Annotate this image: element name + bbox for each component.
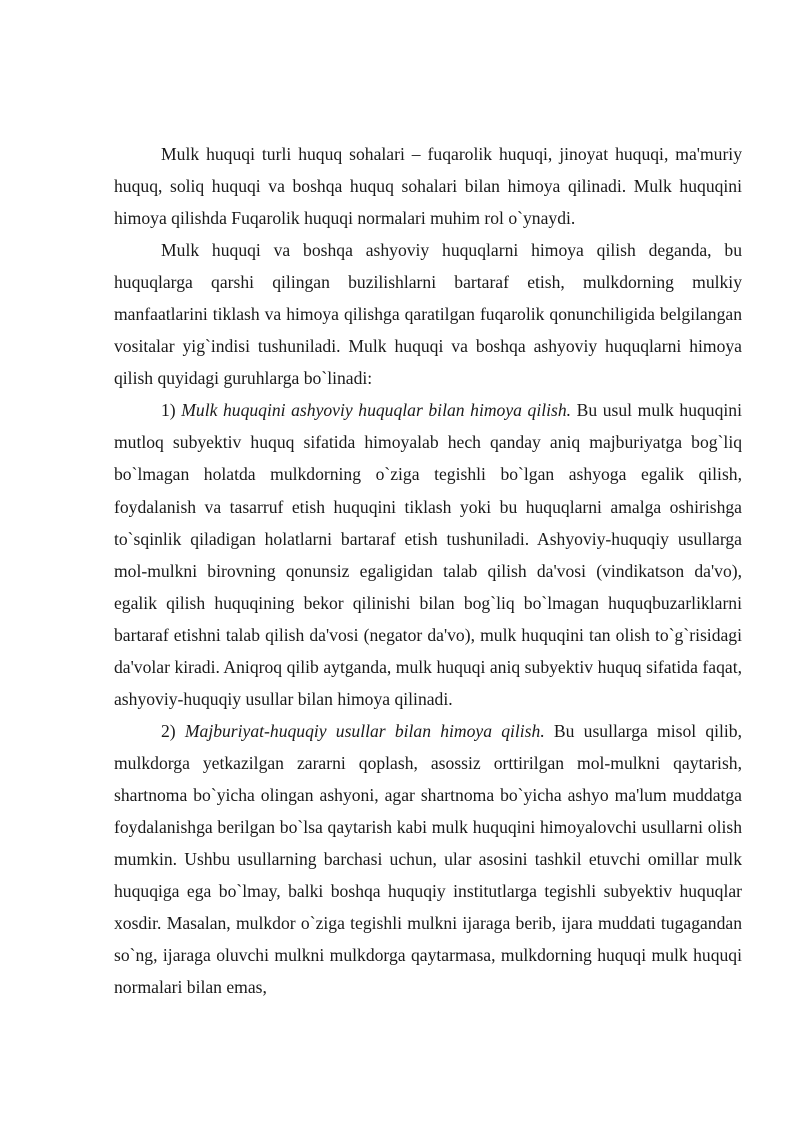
item-number: 1) (161, 400, 182, 421)
paragraph-text: Mulk huquqi va boshqa ashyoviy huquqlarni himoya qilish deganda, bu huquqlarga qarshi qilingan buzilishlarni bartaraf etish, mulkdorning mulkiy manfaatlarini tiklash va himoya qilishga qaratilgan fuqarolik qonunchiligida belgilangan vositalar yig`indisi tushuniladi. Mulk huquqi va boshqa ashyoviy huquqlarni himoya qilish quyidagi guruhlarga bo`linadi: (114, 240, 742, 389)
paragraph-item-2 (114, 715, 742, 1003)
paragraph-intro (114, 138, 742, 234)
paragraph-definition (114, 234, 742, 394)
document-body (114, 138, 742, 1003)
paragraph-text: Mulk huquqi turli huquq sohalari – fuqarolik huquqi, jinoyat huquqi, ma'muriy huquq, soliq huquqi va boshqa huquq sohalari bilan himoya qilinadi. Mulk huquqini himoya qilishda Fuqarolik huquqi normalari muhim rol o`ynaydi. (114, 144, 742, 229)
item-number: 2) (161, 720, 185, 741)
paragraph-text: Bu usul mulk huquqini mutloq subyektiv huquq sifatida himoyalab hech qanday aniq majburiyatga bog`liq bo`lmagan holatda mulkdorning o`ziga tegishli bo`lgan ashyoga egalik qilish, foydalanish va tasarruf etish huquqini tiklash yoki bu huquqlarni amalga oshirishga to`sqinlik qiladigan holatlarni bartaraf etish tushuniladi. Ashyoviy-huquqiy usullarga mol-mulkni birovning qonunsiz egaligidan talab qilish da'vosi (vindikatson da'vo), egalik qilish huquqining bekor qilinishi bilan bog`liq bo`lmagan huquqbuzarliklarni bartaraf etishni talab qilish da'vosi (negator da'vo), mulk huquqini tan olish to`g`risidagi da'volar kiradi. Aniqroq qilib aytganda, mulk huquqi aniq subyektiv huquq sifatida faqat, ashyoviy-huquqiy usullar bilan himoya qilinadi. (114, 400, 742, 709)
paragraph-text: Bu usullarga misol qilib, mulkdorga yetkazilgan zararni qoplash, asossiz orttirilgan mol-mulkni qaytarish, shartnoma bo`yicha olingan ashyoni, agar shartnoma bo`yicha ashyo ma'lum muddatga foydalanishga berilgan bo`lsa qaytarish kabi mulk huquqini himoyalovchi usullarni olish mumkin. Ushbu usullarning barchasi uchun, ular asosini tashkil etuvchi omillar mulk huquqiga ega bo`lmay, balki boshqa huquqiy institutlarga tegishli subyektiv huquqlar xosdir. Masalan, mulkdor o`ziga tegishli mulkni ijaraga berib, ijara muddati tugagandan so`ng, ijaraga oluvchi mulkni mulkdorga qaytarmasa, mulkdorning huquqi mulk huquqi normalari bilan emas, (114, 720, 743, 998)
item-heading: Majburiyat-huquqiy usullar bilan himoya qilish. (184, 720, 545, 741)
paragraph-item-1 (114, 394, 742, 714)
item-heading: Mulk huquqini ashyoviy huquqlar bilan himoya qilish. (181, 400, 572, 421)
